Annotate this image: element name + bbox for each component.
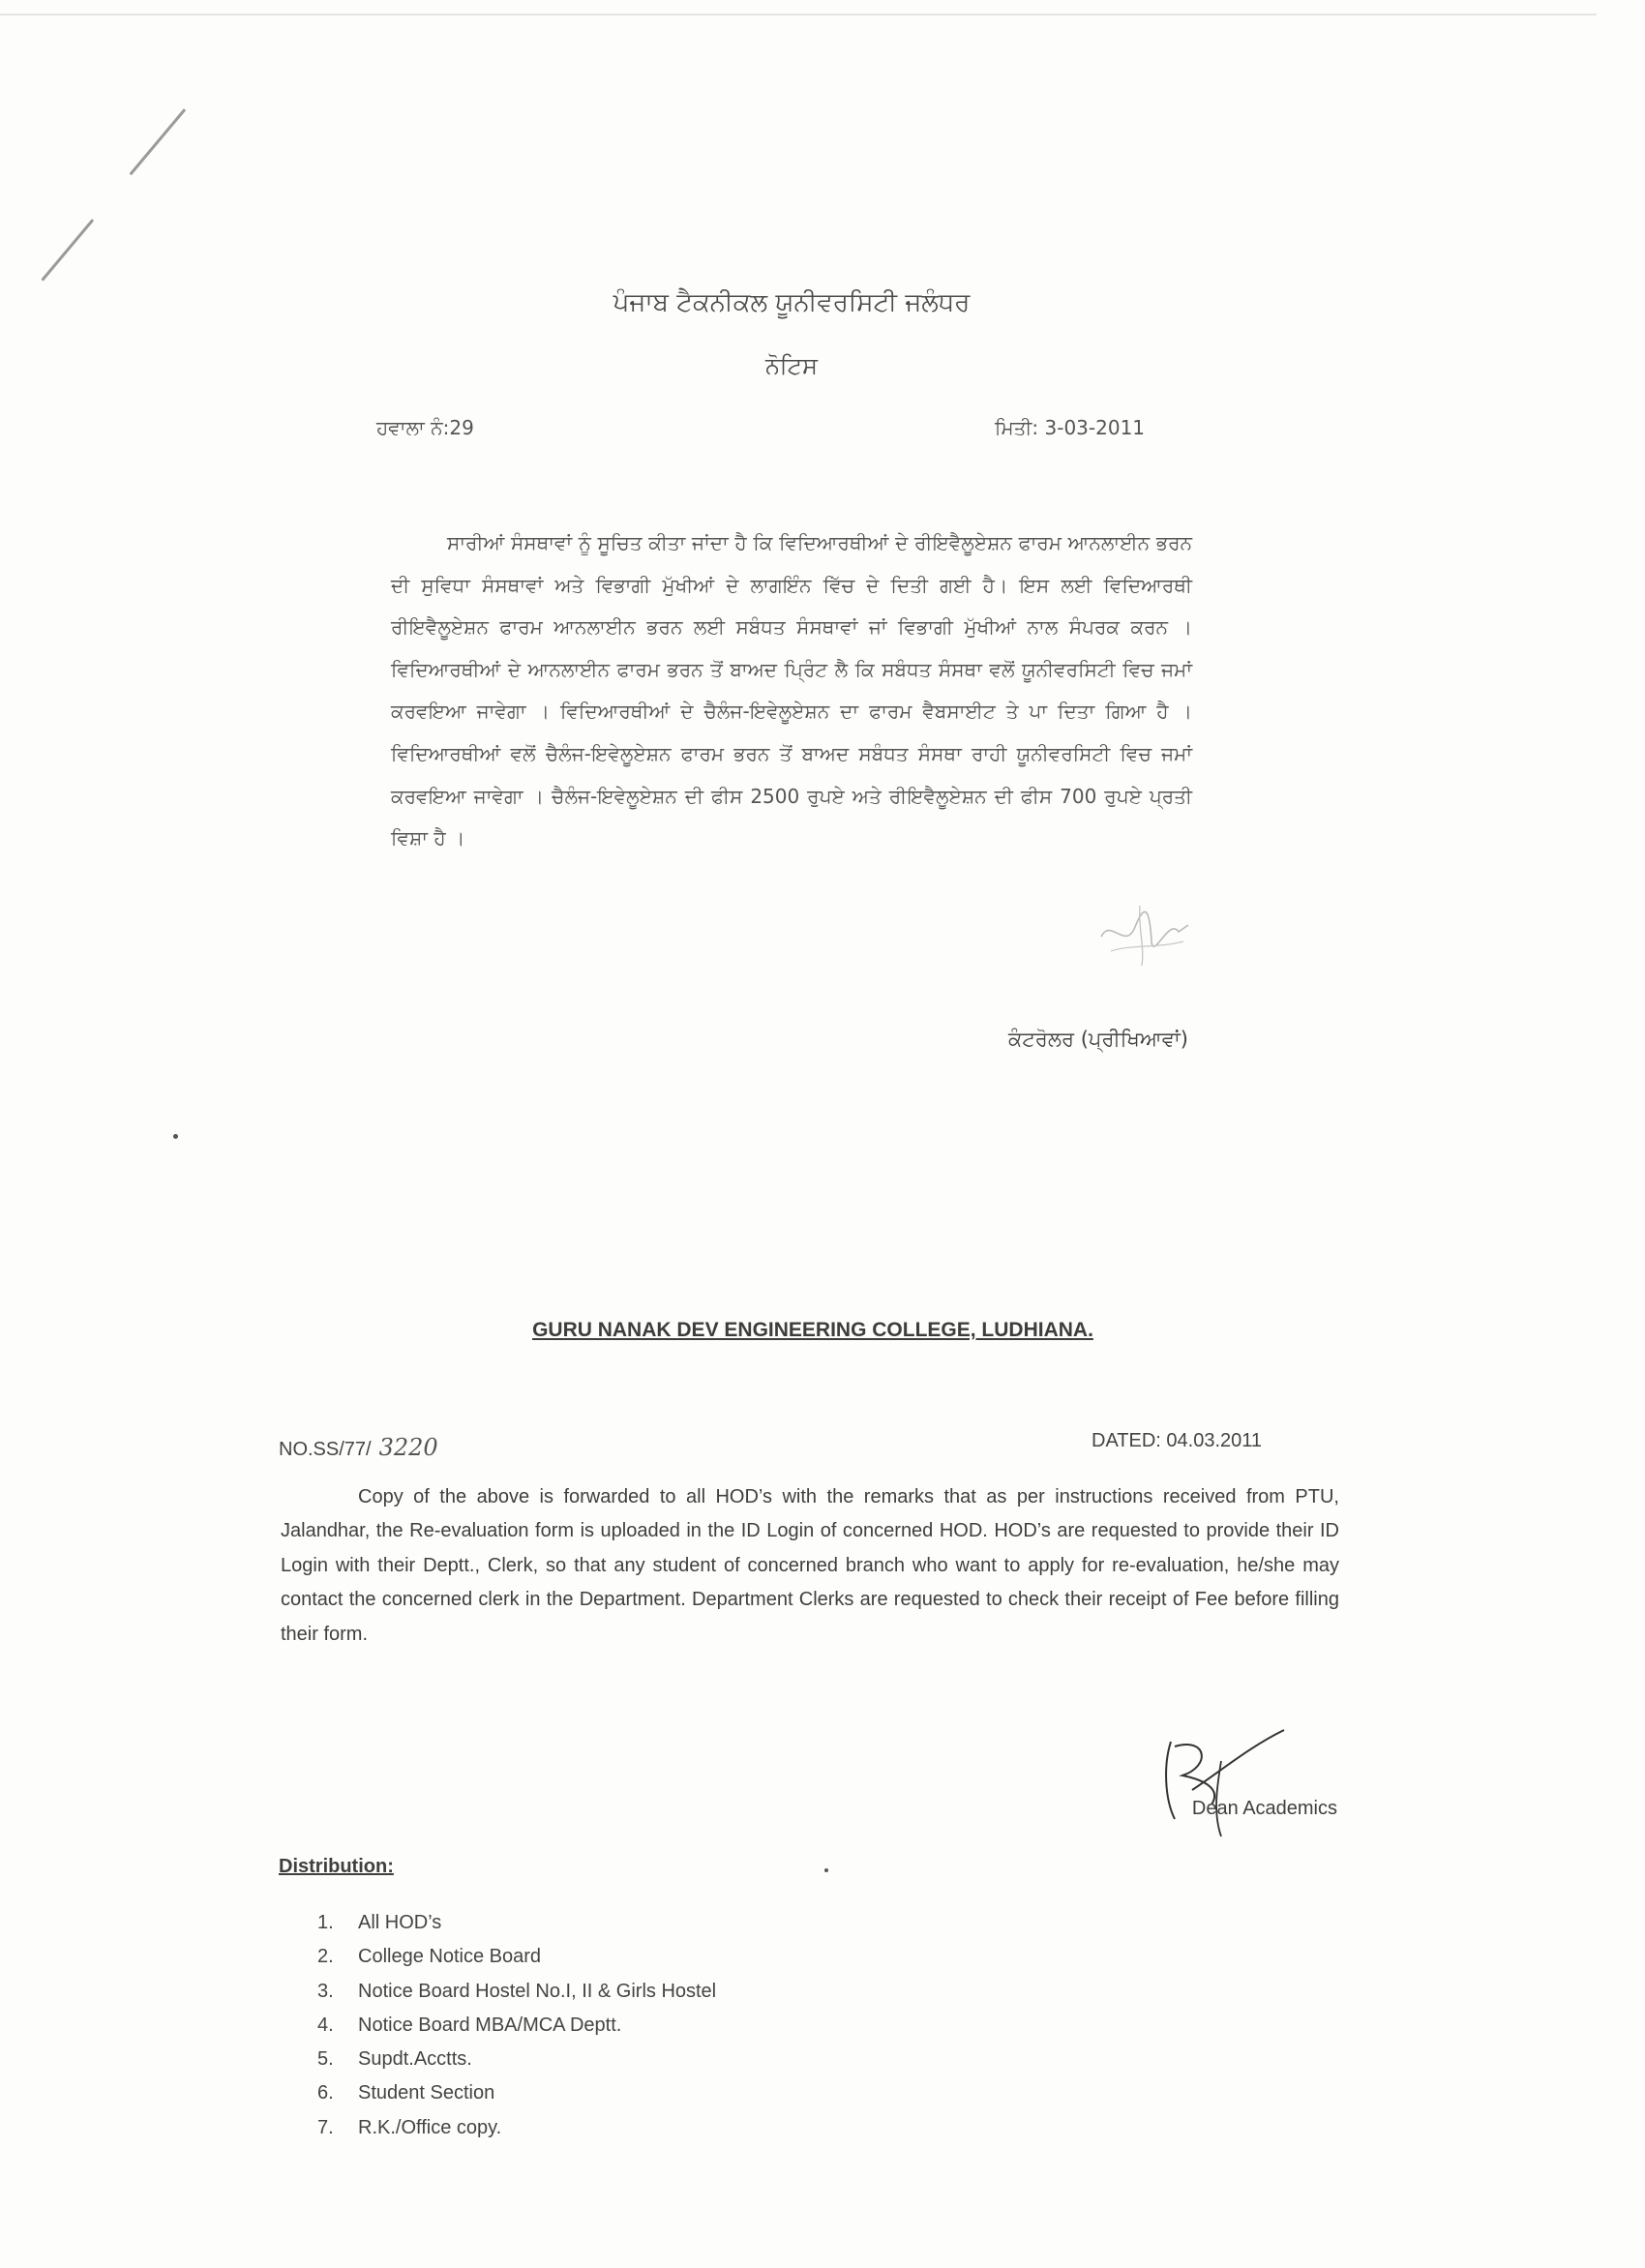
staple-mark-2 — [41, 219, 94, 282]
notice-date: ਮਿਤੀ: 3-03-2011 — [995, 416, 1146, 439]
list-item — [279, 2111, 716, 2145]
list-item-text: Notice Board MBA/MCA Deptt. — [358, 2014, 622, 2036]
ink-speck — [173, 1134, 178, 1139]
college-name-heading: GURU NANAK DEV ENGINEERING COLLEGE, LUDHIANA. — [532, 1319, 1093, 1341]
memo-number — [279, 1434, 438, 1461]
dean-designation: Dean Academics — [1191, 1798, 1337, 1819]
controller-signature — [1092, 898, 1198, 975]
distribution-heading: Distribution: — [279, 1856, 394, 1877]
list-item-number: 6. — [317, 2082, 334, 2104]
notice-reference-number: ਹਵਾਲਾ ਨੰ:29 — [376, 416, 474, 439]
list-item-number: 1. — [317, 1912, 334, 1933]
memo-date: DATED: 04.03.2011 — [1092, 1430, 1263, 1451]
notice-body: ਸਾਰੀਆਂ ਸੰਸਥਾਵਾਂ ਨੂੰ ਸੂਚਿਤ ਕੀਤਾ ਜਾਂਦਾ ਹੈ ਕਿ ਵਿਦਿਆਰਥੀਆਂ ਦੇ ਰੀਇਵੈਲੂਏਸ਼ਨ ਫਾਰਮ ਆਨਲਾਈਨ ਭਰਨ ਦੀ ਸੁਵਿਧਾ ਸੰਸਥਾਵਾਂ ਅਤੇ ਵਿਭਾਗੀ ਮੁੱਖੀਆਂ ਦੇ ਲਾਗਇੰਨ ਵਿੱਚ ਦੇ ਦਿਤੀ ਗਈ ਹੈ। ਇਸ ਲਈ ਵਿਦਿਆਰਥੀ ਰੀਇਵੈਲੂਏਸ਼ਨ ਫਾਰਮ ਆਨਲਾਈਨ ਭਰਨ ਲਈ ਸਬੰਧਤ ਸੰਸਥਾਵਾਂ ਜਾਂ ਵਿਭਾਗੀ ਮੁੱਖੀਆਂ ਨਾਲ ਸੰਪਰਕ ਕਰਨ । ਵਿਦਿਆਰਥੀਆਂ ਦੇ ਆਨਲਾਈਨ ਫਾਰਮ ਭਰਨ ਤੋਂ ਬਾਅਦ ਪ੍ਰਿੰਟ ਲੈ ਕਿ ਸਬੰਧਤ ਸੰਸਥਾ ਵਲੋਂ ਯੂਨੀਵਰਸਿਟੀ ਵਿਚ ਜਮਾਂ ਕਰਵਇਆ ਜਾਵੇਗਾ । ਵਿਦਿਆਰਥੀਆਂ ਦੇ ਚੈਲੰਜ-ਇਵੇਲੂਏਸ਼ਨ ਦਾ ਫਾਰਮ ਵੈਬਸਾਈਟ ਤੇ ਪਾ ਦਿਤਾ ਗਿਆ ਹੈ । ਵਿਦਿਆਰਥੀਆਂ ਵਲੋਂ ਚੈਲੰਜ-ਇਵੇਲੂਏਸ਼ਨ ਫਾਰਮ ਭਰਨ ਤੋਂ ਬਾਅਦ ਸਬੰਧਤ ਸੰਸਥਾ ਰਾਹੀ ਯੂਨੀਵਰਸਿਟੀ ਵਿਚ ਜਮਾਂ ਕਰਵਇਆ ਜਾਵੇਗਾ । ਚੈਲੰਜ-ਇਵੇਲੂਏਸ਼ਨ ਦੀ ਫੀਸ 2500 ਰੁਪਏ ਅਤੇ ਰੀਇਵੈਲੂਏਸ਼ਨ ਦੀ ਫੀਸ 700 ਰੁਪਏ ਪ੍ਰਤੀ ਵਿਸ਼ਾ ਹੈ । — [391, 531, 1192, 850]
list-item — [279, 1975, 716, 2009]
list-item-text: All HOD’s — [358, 1912, 442, 1933]
list-item — [279, 2009, 716, 2043]
list-item-text: Supdt.Acctts. — [358, 2048, 472, 2071]
list-item — [279, 2043, 716, 2076]
list-item-number: 2. — [317, 1946, 334, 1968]
list-item-number: 3. — [317, 1980, 334, 2002]
staple-mark-1 — [129, 108, 186, 175]
dean-signature — [1153, 1722, 1289, 1838]
memo-number-prefix: NO.SS/77/ — [279, 1439, 372, 1460]
list-item-text: Notice Board Hostel No.I, II & Girls Hostel — [358, 1980, 717, 2002]
notice-title: ਪੰਜਾਬ ਟੈਕਨੀਕਲ ਯੂਨੀਵਰਸਿਟੀ ਜਲੰਧਰ — [613, 288, 971, 317]
distribution-list — [279, 1906, 716, 2145]
list-item — [279, 1940, 716, 1974]
list-item-number: 4. — [317, 2014, 334, 2036]
list-item-text: College Notice Board — [358, 1946, 541, 1968]
list-item-number: 5. — [317, 2048, 334, 2071]
ink-speck — [824, 1868, 828, 1872]
notice-heading: ਨੋਟਿਸ — [764, 352, 819, 379]
list-item-number: 7. — [317, 2116, 334, 2138]
list-item — [279, 1906, 716, 1940]
list-item — [279, 2076, 716, 2110]
scan-top-edge — [0, 14, 1597, 15]
controller-designation: ਕੰਟਰੋਲਰ (ਪ੍ਰੀਖਿਆਵਾਂ) — [1008, 1028, 1188, 1051]
memo-number-handwritten: 3220 — [378, 1434, 438, 1461]
list-item-text: Student Section — [358, 2082, 495, 2104]
list-item-text: R.K./Office copy. — [358, 2116, 502, 2138]
memo-body: Copy of the above is forwarded to all HOD’s with the remarks that as per instructions received from PTU, Jalandhar, the Re-evaluation form is uploaded in the ID Login of concerned HOD. HOD’s are requested to provide their ID Login with their Deptt., Clerk, so that any student of concerned branch who want to apply for re-evaluation, he/she may contact the concerned clerk in the Department. Department Clerks are requested to check their receipt of Fee before filling their form. — [281, 1486, 1339, 1645]
